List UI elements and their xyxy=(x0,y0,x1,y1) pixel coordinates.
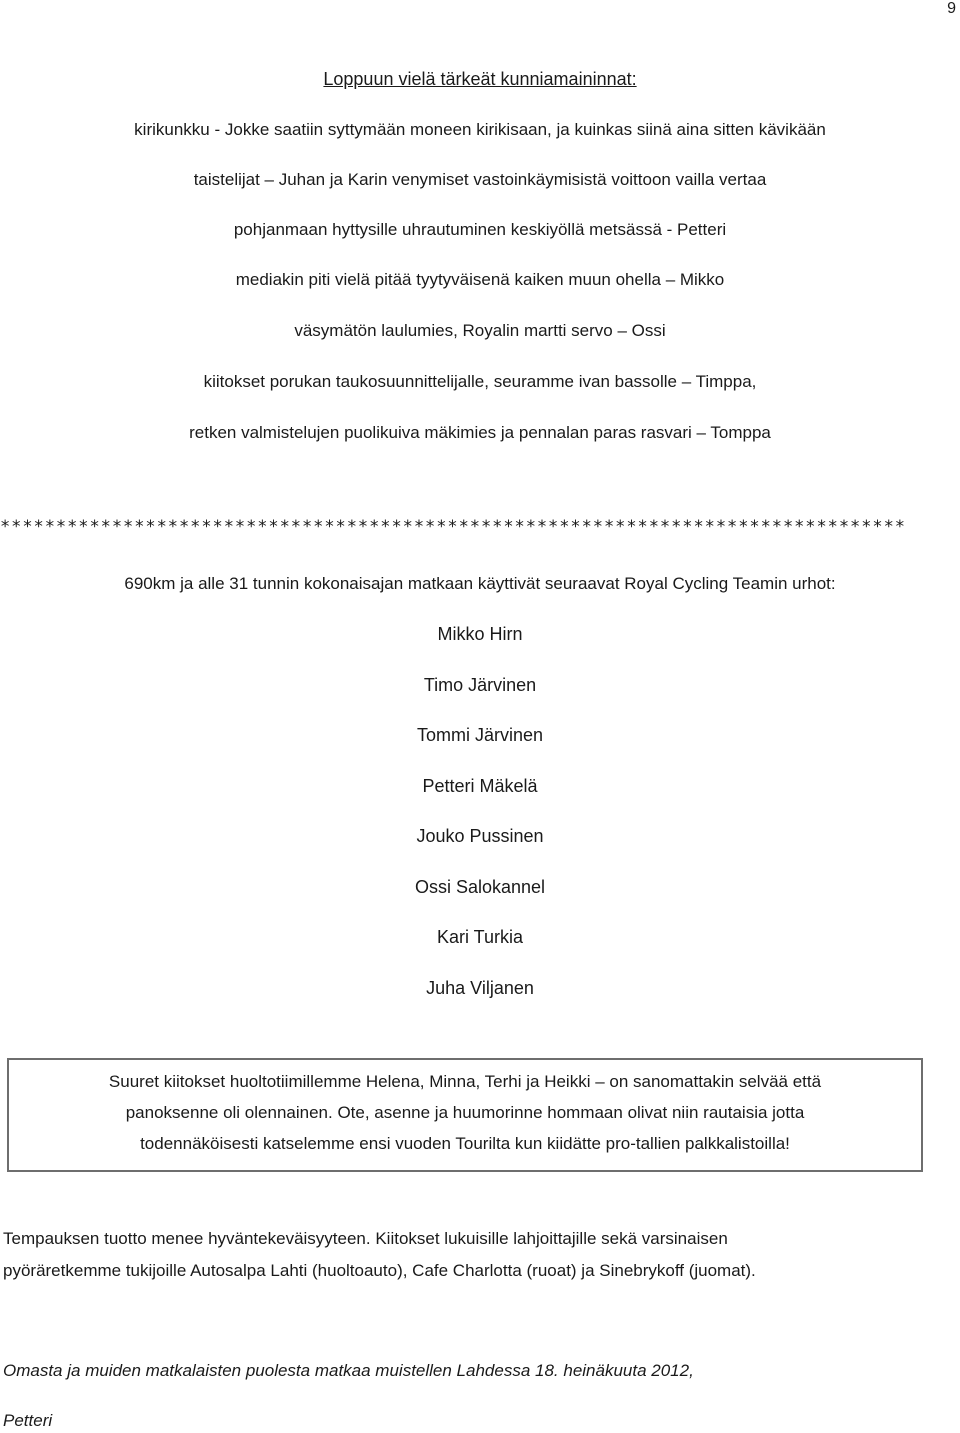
support-team-thanks-box xyxy=(7,1058,923,1172)
team-member: Kari Turkia xyxy=(436,927,524,947)
team-member: Mikko Hirn xyxy=(437,624,523,644)
signoff-line: Omasta ja muiden matkalaisten puolesta matkaa muistellen Lahdessa 18. heinäkuuta 2012, xyxy=(3,1361,694,1380)
page-number: 9 xyxy=(947,0,956,17)
honor-line: retken valmistelujen puolikuiva mäkimies ja pennalan paras rasvari – Tomppa xyxy=(189,423,771,442)
team-member: Tommi Järvinen xyxy=(416,725,544,745)
team-member: Juha Viljanen xyxy=(426,978,534,998)
team-member: Jouko Pussinen xyxy=(416,826,544,846)
honor-line: mediakin piti vielä pitää tyytyväisenä kaiken muun ohella – Mikko xyxy=(235,270,725,289)
honor-line: kiitokset porukan taukosuunnittelijalle, seuramme ivan bassolle – Timppa, xyxy=(203,372,757,391)
team-intro: 690km ja alle 31 tunnin kokonaisajan matkaan käyttivät seuraavat Royal Cycling Teamin urhot: xyxy=(124,574,836,593)
honor-line: pohjanmaan hyttysille uhrautuminen keskiyöllä metsässä - Petteri xyxy=(233,220,727,239)
honors-title: Loppuun vielä tärkeät kunniamaininnat: xyxy=(323,69,637,89)
thanks-line: todennäköisesti katselemme ensi vuoden Tourilta kun kiidätte pro-tallien palkkalistoilla! xyxy=(140,1134,790,1153)
honor-line: taistelijat – Juhan ja Karin venymiset vastoinkäymisistä voittoon vailla vertaa xyxy=(193,170,767,189)
charity-line: Tempauksen tuotto menee hyväntekeväisyyteen. Kiitokset lukuisille lahjoittajille sekä varsinaisen xyxy=(3,1229,728,1248)
signoff-name: Petteri xyxy=(3,1411,53,1430)
honor-line: väsymätön laulumies, Royalin martti servo – Ossi xyxy=(294,321,666,340)
honor-line: kirikunkku - Jokke saatiin syttymään moneen kirikisaan, ja kuinkas siinä aina sitten kävikään xyxy=(134,120,826,139)
thanks-line: panoksenne oli olennainen. Ote, asenne ja huumorinne hommaan olivat niin rautaisia jotta xyxy=(125,1103,805,1122)
team-member: Timo Järvinen xyxy=(423,675,537,695)
thanks-line: Suuret kiitokset huoltotiimillemme Helena, Minna, Terhi ja Heikki – on sanomattakin selvää että xyxy=(108,1072,822,1091)
asterisk-separator: ********************************************************************************* xyxy=(0,517,906,537)
team-member: Petteri Mäkelä xyxy=(422,776,538,796)
team-member: Ossi Salokannel xyxy=(414,877,546,897)
charity-line: pyöräretkemme tukijoille Autosalpa Lahti (huoltoauto), Cafe Charlotta (ruoat) ja Sinebrykoff (juomat). xyxy=(3,1261,756,1280)
